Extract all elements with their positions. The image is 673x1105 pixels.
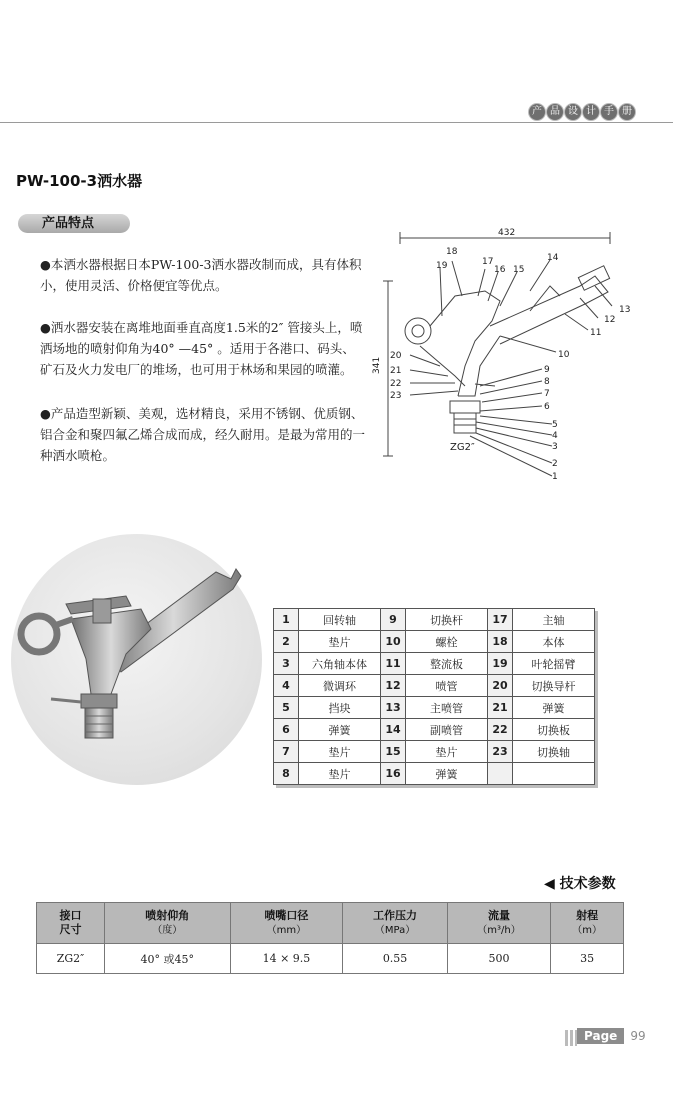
callout: 3 [552,442,558,452]
product-photo [11,534,262,785]
page-number: 99 [630,1029,646,1043]
thread-label: ZG2″ [450,442,475,453]
callout: 4 [552,431,558,441]
callout: 10 [558,350,570,360]
callout: 21 [390,366,402,376]
part-name: 弹簧 [513,697,595,719]
parts-table [273,608,595,785]
part-number: 20 [488,675,513,697]
sprinkler-diagram [372,226,660,486]
part-name: 副喷管 [406,719,488,741]
sprinkler-image [11,534,262,785]
manual-char: 计 [583,104,599,120]
callout: 8 [544,377,550,387]
part-name: 垫片 [299,741,381,763]
part-number: 11 [381,653,406,675]
callout: 15 [513,265,525,275]
callout: 9 [544,365,550,375]
parts-row [274,697,595,719]
part-name: 喷管 [406,675,488,697]
spec-header: 流量 （m³/h） [447,903,550,944]
parts-row [274,763,595,785]
part-number: 5 [274,697,299,719]
part-number: 6 [274,719,299,741]
spec-table [36,902,624,974]
callout: 5 [552,420,558,430]
spec-header: 工作压力 （MPa） [343,903,448,944]
spec-cell: 35 [551,944,624,974]
dim-width-label: 432 [498,228,516,238]
part-number: 18 [488,631,513,653]
manual-char: 品 [547,104,563,120]
part-number: 22 [488,719,513,741]
part-name: 切换板 [513,719,595,741]
callout: 13 [619,305,631,315]
part-number: 21 [488,697,513,719]
manual-char: 手 [601,104,617,120]
spec-cell: 0.55 [343,944,448,974]
spec-cell: 500 [447,944,550,974]
part-name: 垫片 [299,763,381,785]
part-number: 10 [381,631,406,653]
callout: 2 [552,459,558,469]
part-number: 12 [381,675,406,697]
spec-row [37,944,624,974]
dim-height-label: 341 [372,356,382,374]
callout: 16 [494,265,506,275]
part-name: 切换杆 [406,609,488,631]
callout: 17 [482,257,494,267]
callout: 7 [544,389,550,399]
callout: 11 [590,328,602,338]
callout: 18 [446,247,458,257]
parts-row [274,609,595,631]
part-number: 7 [274,741,299,763]
spec-title: ◀ 技术参数 [544,876,616,892]
parts-row [274,631,595,653]
header-rule [0,122,673,123]
part-number: 15 [381,741,406,763]
feature-paragraph-3: ●产品造型新颖、美观，选材精良，采用不锈钢、优质钢、铝合金和聚四氟乙烯合成而成，经久耐用。是最为常用的一种洒水喷枪。 [40,406,366,463]
part-name: 微调环 [299,675,381,697]
callout: 6 [544,402,550,412]
callout: 23 [390,391,402,401]
features-heading: 产品特点 [18,214,130,233]
part-number: 17 [488,609,513,631]
page-decoration [565,1030,577,1046]
spec-cell: 40° 或45° [104,944,230,974]
spec-cell: 14 × 9.5 [230,944,343,974]
feature-paragraph-1: ●本洒水器根据日本PW-100-3洒水器改制而成，具有体积小，使用灵活、价格便宜等优点。 [40,257,362,293]
callout: 19 [436,261,448,271]
part-name: 整流板 [406,653,488,675]
page-label: Page [577,1028,624,1044]
manual-char: 册 [619,104,635,120]
part-number: 19 [488,653,513,675]
part-name: 挡块 [299,697,381,719]
manual-char: 设 [565,104,581,120]
part-number: 2 [274,631,299,653]
spec-header: 射程 （m） [551,903,624,944]
manual-badge [529,104,635,120]
part-name: 切换轴 [513,741,595,763]
callout: 1 [552,472,558,482]
part-name: 弹簧 [406,763,488,785]
spec-header: 喷射仰角 （度） [104,903,230,944]
part-number: 13 [381,697,406,719]
part-name: 弹簧 [299,719,381,741]
part-name: 切换导杆 [513,675,595,697]
manual-char: 产 [529,104,545,120]
part-name: 六角轴本体 [299,653,381,675]
part-name: 主喷管 [406,697,488,719]
part-name [513,763,595,785]
part-number: 3 [274,653,299,675]
part-name: 本体 [513,631,595,653]
parts-row [274,741,595,763]
callout: 20 [390,351,402,361]
spec-header: 接口 尺寸 [37,903,105,944]
part-name: 主轴 [513,609,595,631]
part-number: 23 [488,741,513,763]
feature-paragraph-2: ●洒水器安装在离堆地面垂直高度1.5米的2″ 管接头上，喷洒场地的喷射仰角为40° —45° 。适用于各港口、码头、矿石及火力发电厂的堆场，也可用于林场和果园的喷灌。 [40,320,363,377]
part-number [488,763,513,785]
callout: 14 [547,253,559,263]
product-title: PW-100-3洒水器 [16,172,143,190]
page-footer [577,1028,646,1044]
part-name: 垫片 [406,741,488,763]
callout: 22 [390,379,402,389]
part-name: 回转轴 [299,609,381,631]
part-number: 14 [381,719,406,741]
part-name: 垫片 [299,631,381,653]
part-number: 9 [381,609,406,631]
spec-cell: ZG2″ [37,944,105,974]
part-number: 1 [274,609,299,631]
parts-row [274,719,595,741]
spec-header: 喷嘴口径 （mm） [230,903,343,944]
part-number: 4 [274,675,299,697]
callout: 12 [604,315,616,325]
part-number: 8 [274,763,299,785]
part-name: 叶轮摇臂 [513,653,595,675]
part-number: 16 [381,763,406,785]
parts-row [274,675,595,697]
parts-row [274,653,595,675]
part-name: 螺栓 [406,631,488,653]
